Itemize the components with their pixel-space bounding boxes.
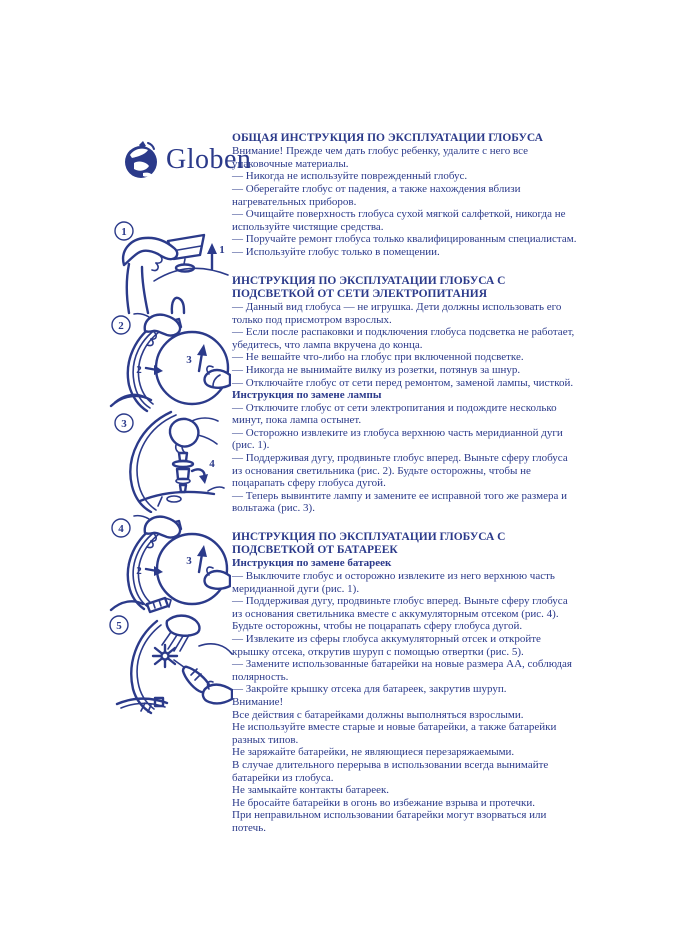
subsection-title: Инструкция по замене лампы (232, 389, 382, 402)
arrow-label: 2 (136, 565, 142, 577)
paragraph: — Никогда не используйте поврежденный глобус. (232, 170, 468, 183)
paragraph: — Не вешайте что-либо на глобус при включенной подсветке. (232, 351, 524, 364)
paragraph: Не бросайте батарейки в огонь во избежание взрыва и протечки. (232, 796, 536, 809)
paragraph: Внимание! (232, 695, 284, 708)
paragraph: Не замыкайте контакты батареек. (232, 784, 390, 797)
instruction-text (232, 132, 580, 835)
paragraph: — Данный вид глобуса — не игрушка. Дети должны использовать его только под присмотром взрослых. (232, 300, 562, 326)
arrow-label: 4 (209, 458, 215, 470)
figure-5 (107, 611, 233, 717)
paragraph: — Поручайте ремонт глобуса только квалифицированным специалистам. (232, 233, 577, 246)
arrow-label: 3 (186, 354, 192, 366)
lamp-replacement-sketch (112, 409, 226, 513)
paragraph: Внимание! Прежде чем дать глобус ребенку, удалите с него все упаковочные материалы. (232, 145, 529, 170)
figure-number-badge: 2 (118, 320, 124, 332)
paragraph: — Поддерживая дугу, продвиньте глобус вперед. Выньте сферу глобуса из основания светильника (рис. 2). Будьте осторожны, чтобы не поцарапать сферу глобуса дугой. (232, 452, 568, 490)
meridian-top-removal-sketch (112, 215, 230, 319)
sphere-removal-sketch (109, 311, 231, 413)
paragraph: — Используйте глобус только в помещении. (232, 245, 440, 258)
arrow-label: 2 (136, 364, 142, 376)
paragraph: — Отключайте глобус от сети перед ремонтом, заменой лампы, чисткой. (232, 376, 574, 389)
paragraph: — Осторожно извлеките из глобуса верхнюю часть меридианной дуги (рис. 1). (232, 426, 563, 452)
section-title: ОБЩАЯ ИНСТРУКЦИЯ ПО ЭКСПЛУАТАЦИИ ГЛОБУСА (232, 132, 543, 144)
paragraph: — Оберегайте глобус от падения, а также нахождения вблизи нагревательных приборов. (232, 182, 521, 208)
paragraph: — Поддерживая дугу, продвиньте глобус вперед. Выньте сферу глобуса из основания светильника вместе с аккумуляторным отсеком (рис. 4). Будьте осторожны, чтобы не поцарапать сферу глобуса дугой. (232, 595, 568, 633)
figure-number-badge: 3 (121, 418, 127, 430)
figure-number-badge: 5 (116, 620, 122, 632)
figure-number-badge: 1 (121, 226, 127, 238)
paragraph: — Замените использованные батарейки на новые размера АА, соблюдая полярность. (232, 658, 572, 683)
paragraph: Не заряжайте батарейки, не являющиеся перезаряжаемыми. (232, 746, 515, 759)
battery-cover-screwdriver-sketch (107, 611, 233, 717)
paragraph: При неправильном использовании батарейки могут взорваться или потечь. (232, 809, 547, 834)
paragraph: — Выключите глобус и осторожно извлеките из него верхнюю часть меридианной дуги (рис. 1). (232, 570, 555, 595)
figure-4 (109, 514, 231, 616)
section-title: ИНСТРУКЦИЯ ПО ЭКСПЛУАТАЦИИ ГЛОБУСА С ПОДСВЕТКОЙ ОТ БАТАРЕЕК (232, 531, 506, 557)
figure-number-badge: 4 (118, 523, 124, 535)
paragraph: В случае длительного перерыва в использовании всегда вынимайте батарейки из глобуса. (232, 758, 549, 784)
section-title: ИНСТРУКЦИЯ ПО ЭКСПЛУАТАЦИИ ГЛОБУСА С ПОДСВЕТКОЙ ОТ СЕТИ ЭЛЕКТРОПИТАНИЯ (232, 274, 506, 300)
paragraph: — Если после распаковки и подключения глобуса подсветка не работает, убедитесь, что лампа вкручена до конца. (232, 326, 575, 351)
figure-3 (112, 409, 226, 513)
arrow-label: 1 (219, 244, 225, 256)
paragraph: — Очищайте поверхность глобуса сухой мягкой салфеткой, никогда не используйте чистящие средства. (232, 208, 566, 233)
globe-icon (121, 140, 163, 180)
paragraph: — Извлеките из сферы глобуса аккумуляторный отсек и откройте крышку отсека, открутив шуруп с помощью отвертки (рис. 5). (232, 633, 541, 658)
paragraph: — Теперь вывинтите лампу и замените ее исправной того же размера и вольтажа (рис. 3). (232, 489, 567, 515)
paragraph: — Отключите глобус от сети электропитания и подождите несколько минут, пока лампа остынет. (232, 401, 557, 427)
paragraph: Не используйте вместе старые и новые батарейки, а также батарейки разных типов. (232, 721, 557, 746)
figure-1 (112, 215, 230, 319)
figure-2 (109, 311, 231, 413)
sphere-with-battery-removal-sketch (109, 514, 231, 616)
brand-name: Globen (166, 144, 252, 175)
arrow-label: 3 (186, 555, 192, 567)
paragraph: — Никогда не вынимайте вилку из розетки, потянув за шнур. (232, 363, 521, 376)
subsection-title: Инструкция по замене батареек (232, 557, 392, 570)
paragraph: Все действия с батарейками должны выполняться взрослыми. (232, 708, 524, 721)
paragraph: — Закройте крышку отсека для батареек, закрутив шуруп. (232, 683, 507, 696)
